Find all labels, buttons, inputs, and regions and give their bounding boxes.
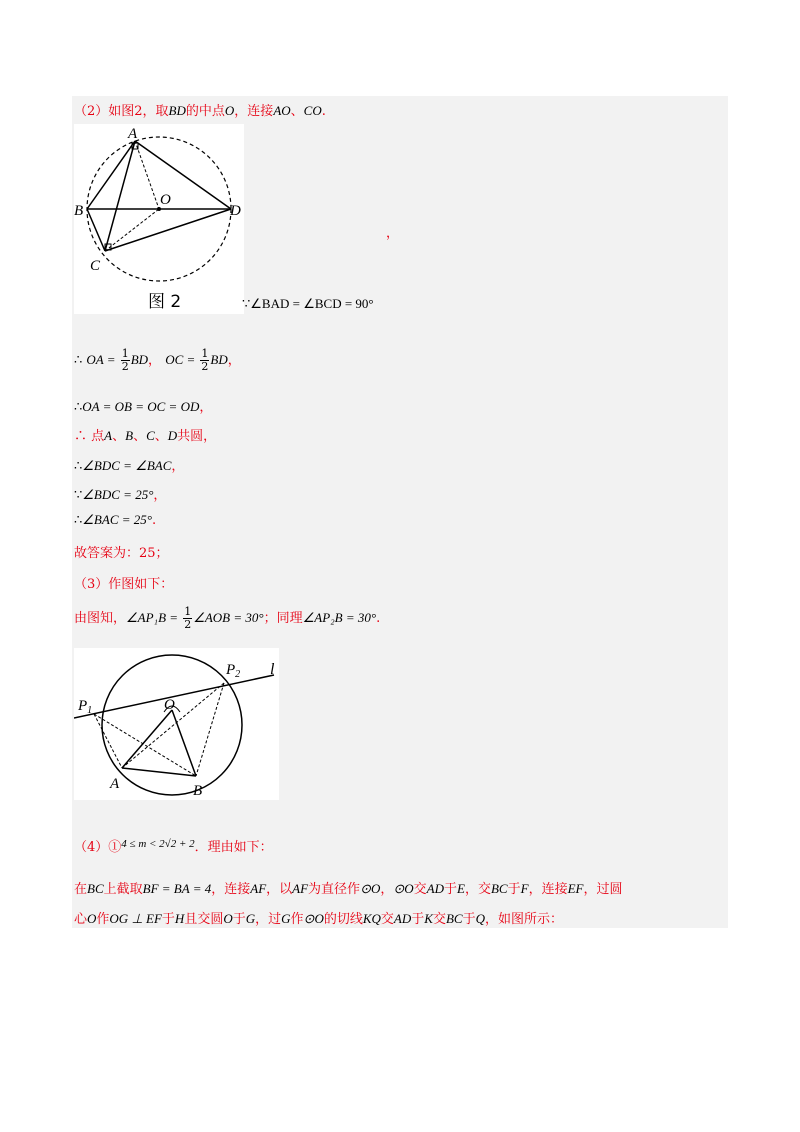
label-l: l	[270, 661, 275, 678]
text-run: ⊙O	[393, 881, 414, 896]
text-run: ，	[380, 882, 394, 897]
fraction-half: $\frac{1}{2}$	[184, 605, 192, 631]
text-run: AD	[426, 881, 444, 896]
proof-line-4: ∴∠BDC = ∠BAC，	[74, 458, 185, 474]
text-run: BC	[87, 881, 104, 896]
text-run: BC	[445, 911, 463, 926]
text-run: 为直径作	[308, 882, 361, 897]
text-run: ⊙O	[360, 881, 381, 896]
part3-reason: 由图知，∠AP₁B = $\frac{1}{2}$ ∠AOB = 30°；同理∠AP₂B = 30°.	[74, 605, 381, 631]
text-run: 于	[444, 882, 458, 897]
label-B: B	[193, 783, 203, 799]
text-run: K	[424, 911, 433, 926]
text-run: ⊙O	[303, 911, 324, 926]
text-run: AF	[292, 881, 309, 896]
text-run: OG ⊥ EF	[109, 911, 162, 926]
text-run: ，过圆	[583, 882, 623, 897]
label-D: D	[230, 203, 241, 219]
figure-3-svg	[74, 648, 279, 800]
label-O: O	[160, 192, 171, 208]
part4-paragraph-line-2	[74, 908, 563, 927]
text-run: 在	[74, 882, 88, 897]
text-run: ，连接	[211, 882, 251, 897]
text-run: G	[245, 911, 256, 926]
text-run: BF = BA = 4	[142, 881, 212, 896]
fraction-half: $\frac{1}{2}$	[201, 347, 209, 373]
label-P1: $P_1$	[78, 698, 93, 716]
given-line: ∵∠BAD = ∠BCD = 90°	[242, 296, 374, 312]
text-run: ，如图所示：	[485, 912, 564, 927]
text-run: G	[281, 911, 291, 926]
proof-line-2: ∴OA = OB = OC = OD，	[74, 399, 213, 415]
text-run: 的切线	[323, 912, 363, 927]
text-run: 且交圆	[184, 912, 224, 927]
text-run: Q	[475, 911, 485, 926]
text-run: ，过	[255, 912, 282, 927]
text-run: 于	[161, 912, 175, 927]
proof-line-1: ∴ OA = $\frac{1}{2}$ BD， OC = $\frac{1}{2}$ BD，	[74, 347, 241, 373]
text-run: ，以	[266, 882, 293, 897]
proof-line-6: ∴∠BAC = 25°.	[74, 512, 157, 528]
text-run: 交	[432, 912, 446, 927]
text-run: BC	[490, 881, 508, 896]
part4-intro: （4）①$^{4 \le m < 2√2 + 2}$．理由如下：	[74, 838, 273, 855]
fraction-half: $\frac{1}{2}$	[121, 347, 129, 373]
part3-intro: （3）作图如下：	[74, 577, 174, 592]
text-run: 交	[413, 882, 427, 897]
proof-line-3: ∴ 点A、B、C、D共圆，	[74, 428, 217, 444]
label-O: O	[164, 697, 175, 713]
label-A: A	[110, 776, 120, 792]
text-run: F	[520, 881, 529, 896]
part4-paragraph-line-1	[74, 878, 623, 897]
stray-comma: ，	[386, 226, 400, 241]
text-run: H	[174, 911, 185, 926]
label-C: C	[90, 258, 101, 274]
text-run: O	[223, 911, 233, 926]
part2-intro: （2）如图2，取BD的中点O，连接AO、CO.	[74, 103, 326, 119]
text-run: 于	[232, 912, 246, 927]
text-run: AF	[250, 881, 267, 896]
answer-line: 故答案为：25；	[74, 546, 169, 561]
text-run: KQ	[362, 911, 381, 926]
text-run: 于	[462, 912, 476, 927]
figure-caption: 图 2	[148, 292, 182, 312]
figure-2	[74, 124, 244, 314]
text-run: 于	[411, 912, 425, 927]
text-run: 上截取	[103, 882, 143, 897]
text-run: 于	[507, 882, 521, 897]
text-run: O	[87, 911, 97, 926]
text-run: 心	[74, 912, 88, 927]
figure-2-svg	[74, 124, 244, 314]
label-A: A	[128, 126, 138, 142]
text-run: ，交	[464, 882, 491, 897]
label-B: B	[74, 203, 84, 219]
text-run: 交	[380, 912, 394, 927]
label-P2: $P_2$	[226, 662, 241, 680]
text-run: EF	[567, 881, 584, 896]
text-run: E	[457, 881, 465, 896]
figure-3	[74, 648, 279, 800]
text-run: ，连接	[528, 882, 568, 897]
proof-line-5: ∵∠BDC = 25°，	[74, 487, 167, 503]
text-run: 作	[96, 912, 110, 927]
text-run: 作	[290, 912, 304, 927]
text-run: AD	[393, 911, 412, 926]
